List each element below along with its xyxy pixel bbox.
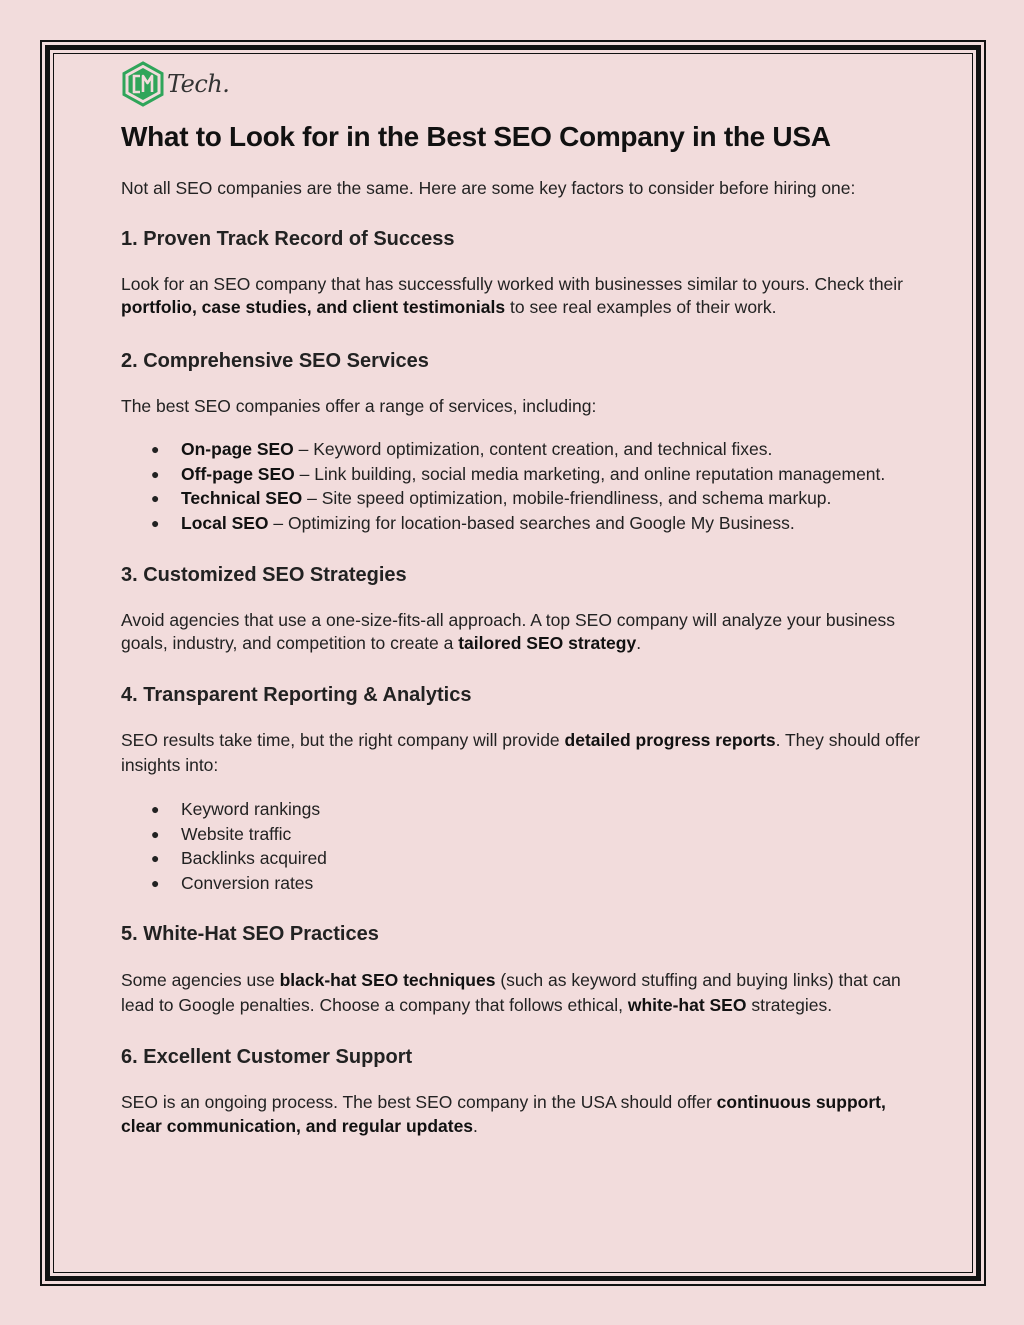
section-paragraph-white-hat: Some agencies use black-hat SEO techniques (such as keyword stuffing and buying links) that can lead to Google penalties. Choose a company that follows ethical, white-hat SEO strategies.: [121, 970, 901, 1015]
list-item: ● Website traffic: [121, 822, 921, 847]
section-paragraph-track-record: Look for an SEO company that has successfully worked with businesses similar to yours. Check their portfolio, case studies, and client testimonials to see real examples of their work.: [121, 274, 904, 317]
services-list: [121, 437, 921, 535]
list-item: ● Technical SEO – Site speed optimization, mobile-friendliness, and schema markup.: [121, 486, 921, 511]
list-item: ● Conversion rates: [121, 871, 921, 896]
section-paragraph-strategies: Avoid agencies that use a one-size-fits-all approach. A top SEO company will analyze your business goals, industry, and competition to create a tailored SEO strategy.: [121, 610, 895, 653]
section-heading-strategies: 3. Customized SEO Strategies: [121, 564, 407, 586]
list-item: ● Backlinks acquired: [121, 846, 921, 871]
section-heading-track-record: 1. Proven Track Record of Success: [121, 228, 455, 250]
list-item: ● Off-page SEO – Link building, social media marketing, and online reputation management.: [121, 462, 921, 487]
section-heading-services: 2. Comprehensive SEO Services: [121, 350, 429, 372]
section-heading-reporting: 4. Transparent Reporting & Analytics: [121, 684, 472, 706]
section-heading-white-hat: 5. White-Hat SEO Practices: [121, 923, 379, 945]
section-heading-support: 6. Excellent Customer Support: [121, 1046, 413, 1068]
cm-hexagon-icon: [121, 61, 165, 107]
page-title: What to Look for in the Best SEO Company in the USA: [121, 121, 831, 152]
reporting-list: [121, 797, 921, 895]
list-item: ● On-page SEO – Keyword optimization, content creation, and technical fixes.: [121, 437, 921, 462]
document-content: [121, 60, 921, 1138]
section-paragraph-support: SEO is an ongoing process. The best SEO company in the USA should offer continuous support, clear communication, and regular updates.: [121, 1092, 886, 1136]
list-item: ● Keyword rankings: [121, 797, 921, 822]
list-item: ● Local SEO – Optimizing for location-based searches and Google My Business.: [121, 511, 921, 536]
logo-wordmark: Tech.: [167, 70, 230, 98]
company-logo: [121, 60, 921, 108]
intro-paragraph: Not all SEO companies are the same. Here are some key factors to consider before hiring one:: [121, 178, 856, 198]
section-paragraph-services: The best SEO companies offer a range of services, including:: [121, 396, 597, 416]
section-paragraph-reporting: SEO results take time, but the right company will provide detailed progress reports. They should offer insights into:: [121, 730, 920, 775]
